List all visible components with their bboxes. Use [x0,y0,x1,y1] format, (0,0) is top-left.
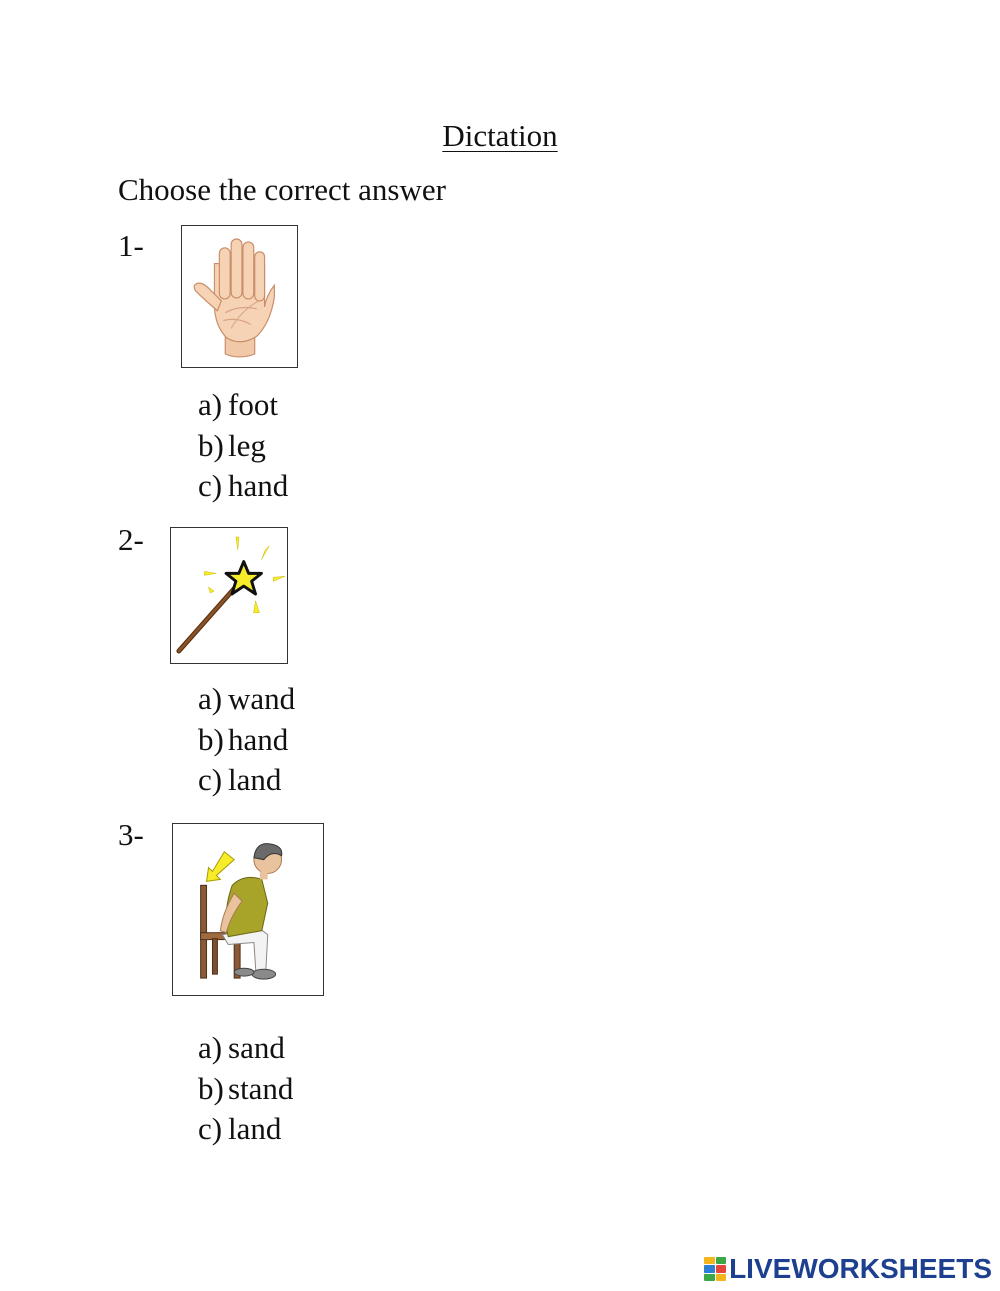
option-text: stand [228,1070,294,1106]
question-3-options [198,1028,293,1150]
option-text: land [228,1111,282,1146]
question-1-number: 1- [118,228,144,263]
hand-icon [182,226,297,367]
question-3-number: 3- [118,817,144,852]
liveworksheets-logo-icon [704,1257,726,1281]
option-text: hand [228,721,289,757]
question-3-option-b[interactable] [198,1069,293,1110]
instruction-text: Choose the correct answer [118,172,446,207]
question-1-option-a[interactable] [198,385,288,426]
option-letter: a) [198,1030,223,1065]
option-text: land [228,762,282,797]
option-text: hand [228,468,289,503]
question-3-picture [172,823,324,996]
sitting-boy-icon [173,824,323,995]
question-1-options [198,385,288,507]
question-2-option-c[interactable] [198,760,295,801]
option-letter: c) [198,1111,223,1146]
question-2-number: 2- [118,522,144,557]
question-1-picture [181,225,298,368]
option-letter: c) [198,762,223,797]
option-letter: b) [198,721,224,757]
question-2-picture [170,527,288,664]
option-letter: b) [198,427,224,463]
option-text: wand [228,681,296,716]
magic-wand-icon [171,528,287,663]
liveworksheets-brand[interactable] [704,1252,992,1286]
option-letter: a) [198,681,223,716]
brand-name: LIVEWORKSHEETS [729,1253,992,1284]
option-letter: b) [198,1070,224,1106]
question-3-option-c[interactable] [198,1109,293,1150]
option-letter: a) [198,387,223,422]
option-text: foot [228,387,278,422]
page-title: Dictation [442,118,558,153]
option-text: sand [228,1030,285,1065]
question-1-option-b[interactable] [198,426,288,467]
question-2-option-a[interactable] [198,679,295,720]
option-text: leg [228,427,266,463]
question-3-option-a[interactable] [198,1028,293,1069]
question-2-option-b[interactable] [198,720,295,761]
question-2-options [198,679,295,801]
question-1-option-c[interactable] [198,466,288,507]
option-letter: c) [198,468,223,503]
